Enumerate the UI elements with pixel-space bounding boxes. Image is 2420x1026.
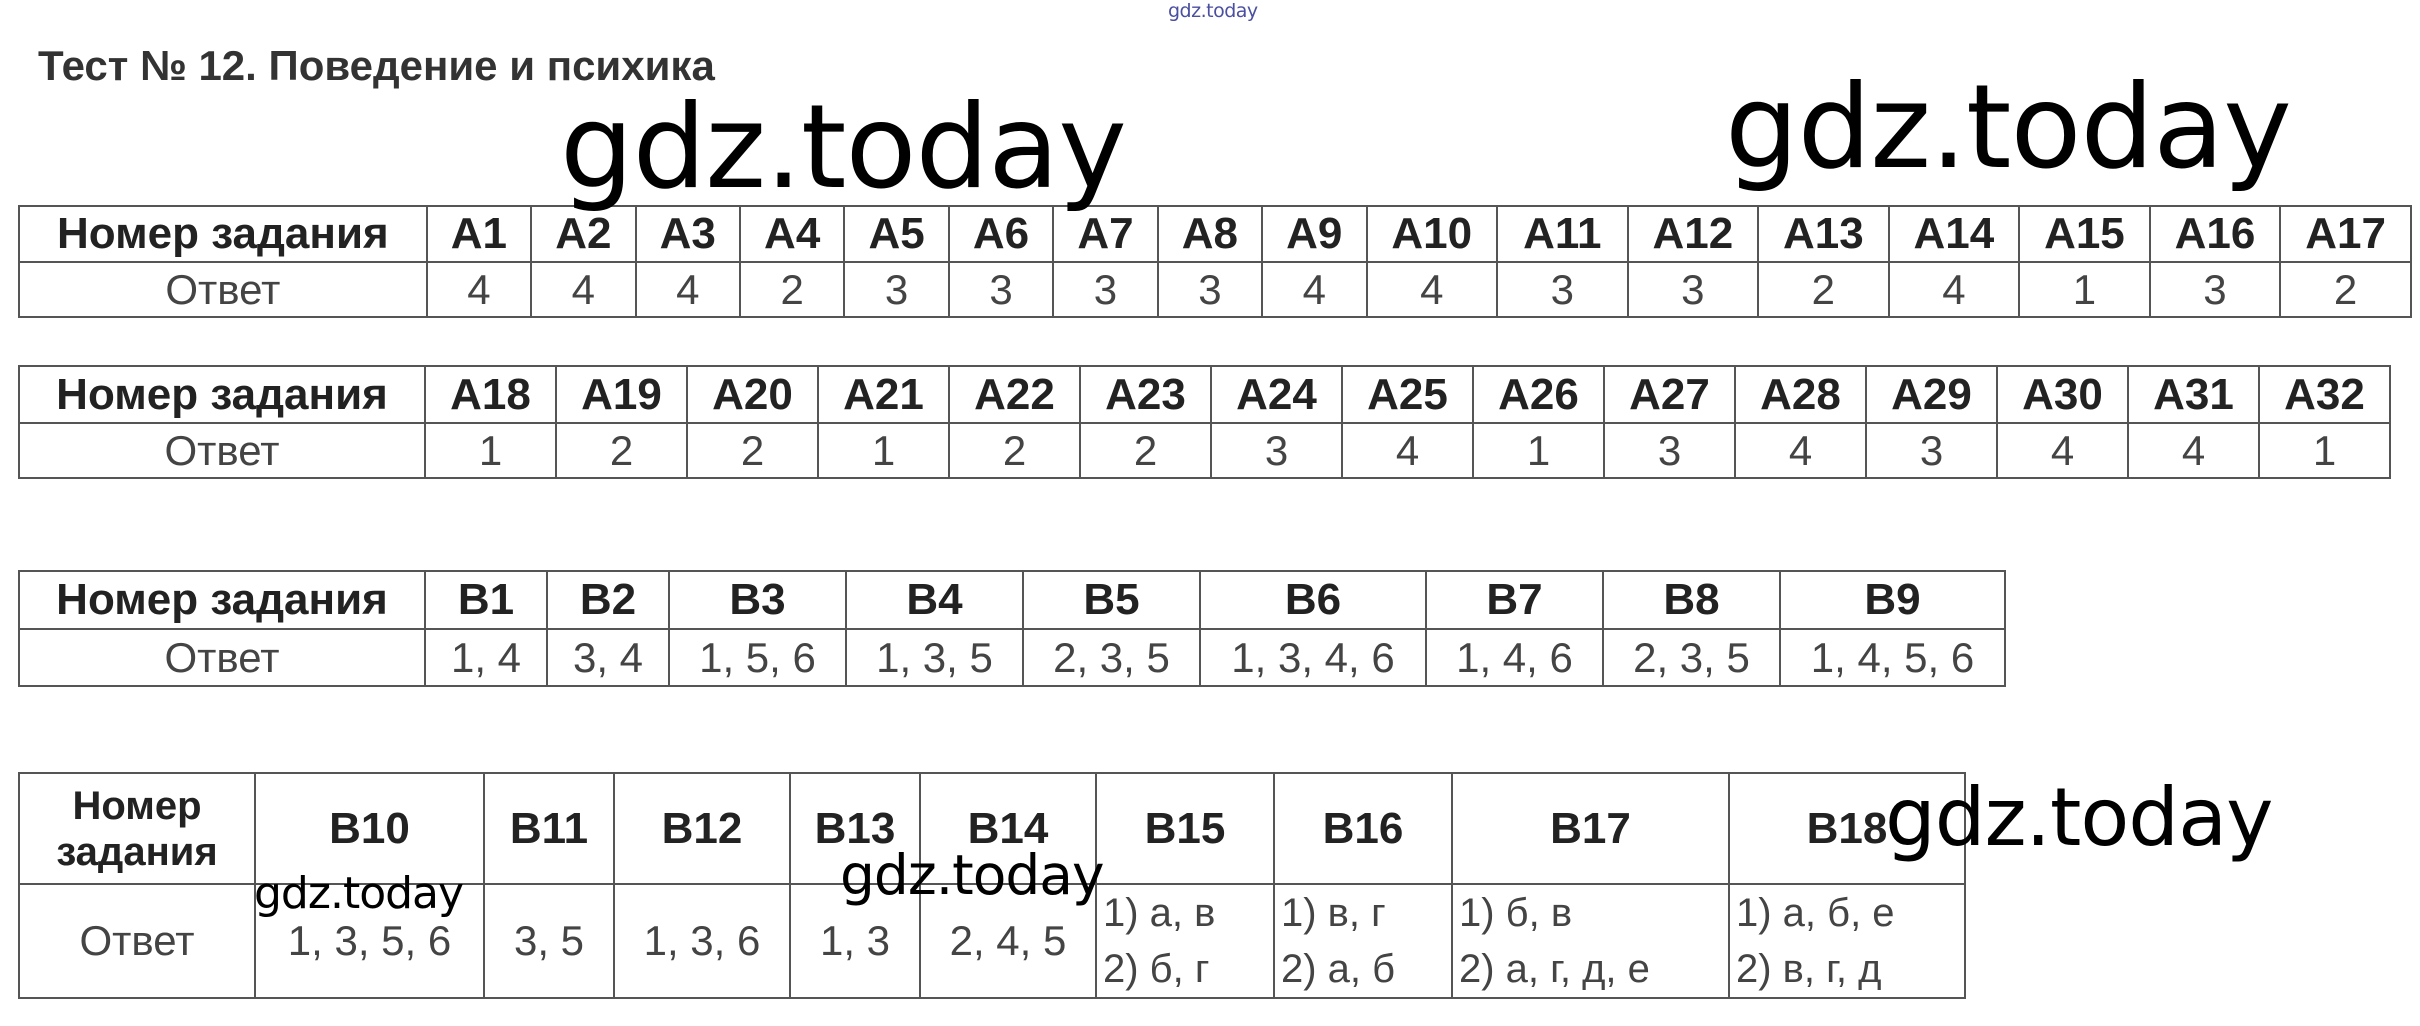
task-number-cell: A2 <box>531 206 635 262</box>
answer-cell: 4 <box>1735 423 1866 478</box>
answer-cell: 3 <box>1211 423 1342 478</box>
row-label-task <box>19 773 255 884</box>
answer-cell: 4 <box>1342 423 1473 478</box>
task-number-cell: A20 <box>687 366 818 423</box>
answer-cell: 1 <box>2019 262 2150 317</box>
row-label-task-line1: Номер <box>72 783 202 828</box>
answer-cell: 1, 3, 5, 6 <box>255 884 484 998</box>
answer-cell: 4 <box>636 262 740 317</box>
task-number-cell: A25 <box>1342 366 1473 423</box>
answer-cell: 3, 5 <box>484 884 614 998</box>
answer-cell: 1 <box>1473 423 1604 478</box>
task-number-cell: A11 <box>1497 206 1628 262</box>
answer-line-1: 1) в, г <box>1281 891 1386 935</box>
answer-cell: 4 <box>531 262 635 317</box>
answer-line-2: 2) в, г, д <box>1736 947 1882 991</box>
task-number-cell: A26 <box>1473 366 1604 423</box>
answer-cell: 1 <box>2259 423 2390 478</box>
answer-line-1: 1) а, б, е <box>1736 891 1895 935</box>
task-number-cell: A12 <box>1628 206 1759 262</box>
task-number-cell: A31 <box>2128 366 2259 423</box>
answer-cell-two-line <box>1096 884 1274 998</box>
task-number-cell: B6 <box>1200 571 1426 629</box>
watermark: gdz.today <box>1885 771 2273 864</box>
task-number-cell: A9 <box>1262 206 1366 262</box>
answer-line-2: 2) а, б <box>1281 947 1396 991</box>
page-title: Тест № 12. Поведение и психика <box>38 42 715 89</box>
answer-line-1: 1) б, в <box>1459 891 1573 935</box>
answer-cell: 2 <box>740 262 844 317</box>
task-number-cell: A15 <box>2019 206 2150 262</box>
task-number-cell: A30 <box>1997 366 2128 423</box>
task-number-cell: A16 <box>2150 206 2281 262</box>
answer-cell: 1, 3, 6 <box>614 884 790 998</box>
task-number-cell: A1 <box>427 206 531 262</box>
answer-table-a18-a32 <box>18 365 2391 479</box>
answer-cell: 4 <box>1367 262 1498 317</box>
answer-cell: 1, 5, 6 <box>669 629 846 686</box>
task-number-cell: B17 <box>1452 773 1729 884</box>
task-number-cell: A24 <box>1211 366 1342 423</box>
answer-cell: 4 <box>1889 262 2020 317</box>
answer-cell: 1 <box>425 423 556 478</box>
task-number-cell: B5 <box>1023 571 1200 629</box>
answer-cell: 2 <box>949 423 1080 478</box>
task-number-cell: B15 <box>1096 773 1274 884</box>
answer-cell: 2 <box>2280 262 2411 317</box>
answer-cell: 2, 3, 5 <box>1603 629 1780 686</box>
row-label-answer: Ответ <box>19 423 425 478</box>
task-number-cell: A29 <box>1866 366 1997 423</box>
task-number-cell: A18 <box>425 366 556 423</box>
answer-cell: 4 <box>1997 423 2128 478</box>
watermark: gdz.today <box>560 80 1126 215</box>
task-number-cell: B11 <box>484 773 614 884</box>
task-number-cell: A28 <box>1735 366 1866 423</box>
task-number-cell: B18 <box>1729 773 1965 884</box>
answer-cell: 3 <box>844 262 948 317</box>
task-number-cell: B1 <box>425 571 547 629</box>
task-number-cell: A10 <box>1367 206 1498 262</box>
task-number-cell: B14 <box>920 773 1096 884</box>
task-number-cell: B4 <box>846 571 1023 629</box>
answer-cell: 2 <box>556 423 687 478</box>
answer-cell: 1, 4, 6 <box>1426 629 1603 686</box>
task-number-cell: A8 <box>1158 206 1262 262</box>
answer-line-2: 2) б, г <box>1103 947 1210 991</box>
task-number-cell: A13 <box>1758 206 1889 262</box>
answer-cell: 4 <box>2128 423 2259 478</box>
task-number-cell: A19 <box>556 366 687 423</box>
answer-cell: 3 <box>1158 262 1262 317</box>
answer-cell: 3 <box>1866 423 1997 478</box>
task-number-cell: B3 <box>669 571 846 629</box>
answer-cell: 2, 4, 5 <box>920 884 1096 998</box>
watermark: gdz.today <box>1725 60 2291 195</box>
answer-cell: 1, 3, 5 <box>846 629 1023 686</box>
answer-cell: 2, 3, 5 <box>1023 629 1200 686</box>
answer-cell: 2 <box>1080 423 1211 478</box>
task-number-cell: A3 <box>636 206 740 262</box>
watermark: gdz.today <box>840 843 1104 907</box>
task-number-cell: B2 <box>547 571 669 629</box>
answer-cell: 1, 3 <box>790 884 920 998</box>
answer-line-1: 1) а, в <box>1103 891 1216 935</box>
answer-cell: 1 <box>818 423 949 478</box>
task-number-cell: A17 <box>2280 206 2411 262</box>
answer-cell-two-line <box>1729 884 1965 998</box>
answer-cell-two-line <box>1274 884 1452 998</box>
row-label-task: Номер задания <box>19 366 425 423</box>
row-label-task-line2: задания <box>56 829 218 874</box>
answer-cell: 3 <box>949 262 1053 317</box>
task-number-cell: B8 <box>1603 571 1780 629</box>
answer-cell: 3 <box>1628 262 1759 317</box>
watermark: gdz.today <box>254 868 464 919</box>
task-number-cell: A22 <box>949 366 1080 423</box>
answer-cell: 1, 4 <box>425 629 547 686</box>
task-number-cell: A21 <box>818 366 949 423</box>
task-number-cell: A4 <box>740 206 844 262</box>
answer-cell: 3, 4 <box>547 629 669 686</box>
answer-table-a1-a17 <box>18 205 2412 318</box>
answer-cell: 2 <box>687 423 818 478</box>
row-label-task: Номер задания <box>19 571 425 629</box>
answer-cell: 3 <box>1604 423 1735 478</box>
answer-cell: 3 <box>1497 262 1628 317</box>
row-label-answer: Ответ <box>19 629 425 686</box>
task-number-cell: A14 <box>1889 206 2020 262</box>
row-label-answer: Ответ <box>19 262 427 317</box>
task-number-cell: A6 <box>949 206 1053 262</box>
answer-cell: 3 <box>1053 262 1157 317</box>
task-number-cell: A5 <box>844 206 948 262</box>
answer-cell: 3 <box>2150 262 2281 317</box>
task-number-cell: B7 <box>1426 571 1603 629</box>
answer-line-2: 2) а, г, д, е <box>1459 947 1650 991</box>
row-label-task: Номер задания <box>19 206 427 262</box>
answer-cell: 4 <box>427 262 531 317</box>
task-number-cell: A27 <box>1604 366 1735 423</box>
answer-cell-two-line <box>1452 884 1729 998</box>
answer-table-b1-b9 <box>18 570 2006 687</box>
answer-cell: 1, 4, 5, 6 <box>1780 629 2005 686</box>
row-label-answer: Ответ <box>19 884 255 998</box>
task-number-cell: B9 <box>1780 571 2005 629</box>
task-number-cell: B16 <box>1274 773 1452 884</box>
task-number-cell: A23 <box>1080 366 1211 423</box>
task-number-cell: A7 <box>1053 206 1157 262</box>
task-number-cell: B10 <box>255 773 484 884</box>
task-number-cell: A32 <box>2259 366 2390 423</box>
answer-cell: 2 <box>1758 262 1889 317</box>
answer-cell: 4 <box>1262 262 1366 317</box>
task-number-cell: B12 <box>614 773 790 884</box>
top-watermark: gdz.today <box>1168 0 1258 22</box>
answer-cell: 1, 3, 4, 6 <box>1200 629 1426 686</box>
task-number-cell: B13 <box>790 773 920 884</box>
